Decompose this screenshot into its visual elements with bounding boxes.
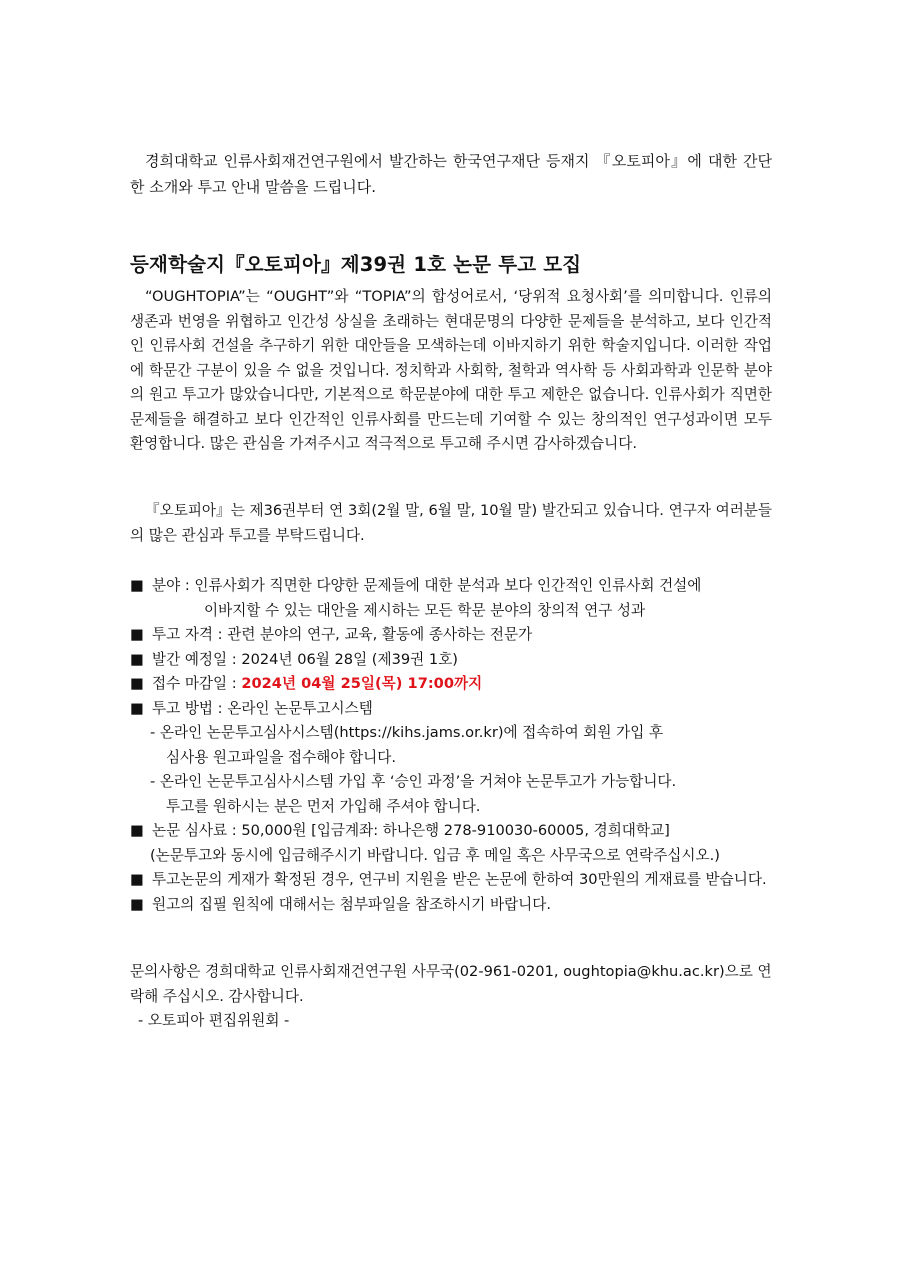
bullet-square-icon: ■ [130,871,144,888]
bullet-square-icon: ■ [130,577,144,594]
list-item-deadline [130,672,780,697]
list-item-field-continued [130,599,780,624]
method-sub-item [130,721,780,746]
bullet-square-icon: ■ [130,675,144,692]
field-text: 분야 : 인류사회가 직면한 다양한 문제들에 대한 분석과 보다 인간적인 인류사회 건설에 [152,577,702,594]
field-text-continued: 이바지할 수 있는 대안을 제시하는 모든 학문 분야의 창의적 연구 성과 [204,601,646,619]
bullet-square-icon: ■ [130,699,144,717]
method-sub-item-continued [130,746,780,771]
contact-text: 문의사항은 경희대학교 인류사회재건연구원 사무국(02-961-0201, oughtopia@khu.ac.kr)으로 연락해 주십시오. 감사합니다. [130,963,772,1005]
list-item-review-fee [130,819,780,844]
signature: - 오토피아 편집위원회 - [138,1012,290,1029]
publication-schedule: 『오토피아』는 제36권부터 연 3회(2월 말, 6월 말, 10월 말) 발간되고 있습니다. 연구자 여러분들의 많은 관심과 투고를 부탁드립니다. [130,502,772,544]
publication-fee-text: 투고논문의 게재가 확정된 경우, 연구비 지원을 받은 논문에 한하여 30만원의 게재료를 받습니다. [152,871,767,888]
intro-paragraph: 경희대학교 인류사회재건연구원에서 발간하는 한국연구재단 등재지 『오토피아』에 대한 간단한 소개와 투고 안내 말씀을 드립니다. [130,152,772,196]
list-item-eligibility [130,623,780,648]
method-sub-text-continued: 투고를 원하시는 분은 먼저 가입해 주셔야 합니다. [166,797,481,815]
eligibility-text: 투고 자격 : 관련 분야의 연구, 교육, 활동에 종사하는 전문가 [152,626,533,643]
method-sub-item [130,770,780,795]
list-item-publish-date [130,648,780,673]
list-item-method [130,697,780,722]
list-item-guidelines [130,893,780,918]
guidelines-text: 원고의 집필 원칙에 대해서는 첨부파일을 참조하시기 바랍니다. [152,895,552,913]
method-sub-item-continued [130,795,780,820]
method-sub-text: - 온라인 논문투고심사시스템 가입 후 ‘승인 과정’을 거쳐야 논문투고가 가능합니다. [150,773,677,790]
closing-section [130,960,775,1034]
page-title: 등재학술지『오토피아』제39권 1호 논문 투고 모집 [130,253,582,276]
method-sub-text-continued: 심사용 원고파일을 접수해야 합니다. [166,748,397,766]
deadline-value: 2024년 04월 25일(목) 17:00까지 [241,675,483,692]
review-fee-note-text: (논문투고와 동시에 입금해주시기 바랍니다. 입금 후 메일 혹은 사무국으로 연락주십시오.) [150,846,720,864]
bullet-square-icon: ■ [130,650,144,668]
list-item-publication-fee [130,868,780,893]
submission-guidelines-list [130,574,780,917]
bullet-square-icon: ■ [130,822,144,839]
review-fee-note [130,844,780,869]
deadline-label: 접수 마감일 : [152,675,242,692]
method-sub-text: - 온라인 논문투고심사시스템(https://kihs.jams.or.kr)에 접속하여 회원 가입 후 [150,724,664,741]
journal-description: “OUGHTOPIA”는 “OUGHT”와 “TOPIA”의 합성어로서, ‘당위적 요청사회’를 의미합니다. 인류의 생존과 번영을 위협하고 인간성 상실을 초래하는 현대문명의 다양한 문제들을 분석하고, 보다 인간적인 인류사회 건설을 추구하기 위한 대안들을 모색하는데 이바지하기 위한 학술지입니다. 이러한 작업에 학문간 구분이 있을 수 없을 것입니다. 정치학과 사회학, 철학과 역사학 등 사회과학과 인문학 분야의 원고 투고가 많았습니다만, 기본적으로 학문분야에 대한 투고 제한은 없습니다. 인류사회가 직면한 문제들을 해결하고 보다 인간적인 인류사회를 만드는데 기여할 수 있는 창의적인 연구성과이면 모두 환영합니다. 많은 관심을 가져주시고 적극적으로 투고해 주시면 감사하겠습니다. [130,288,772,452]
bullet-square-icon: ■ [130,626,144,643]
list-item-field [130,574,780,599]
review-fee-text: 논문 심사료 : 50,000원 [입금계좌: 하나은행 278-910030-60005, 경희대학교] [152,822,670,839]
publish-date-text: 발간 예정일 : 2024년 06월 28일 (제39권 1호) [152,650,458,668]
method-text: 투고 방법 : 온라인 논문투고시스템 [152,699,373,717]
bullet-square-icon: ■ [130,895,144,913]
